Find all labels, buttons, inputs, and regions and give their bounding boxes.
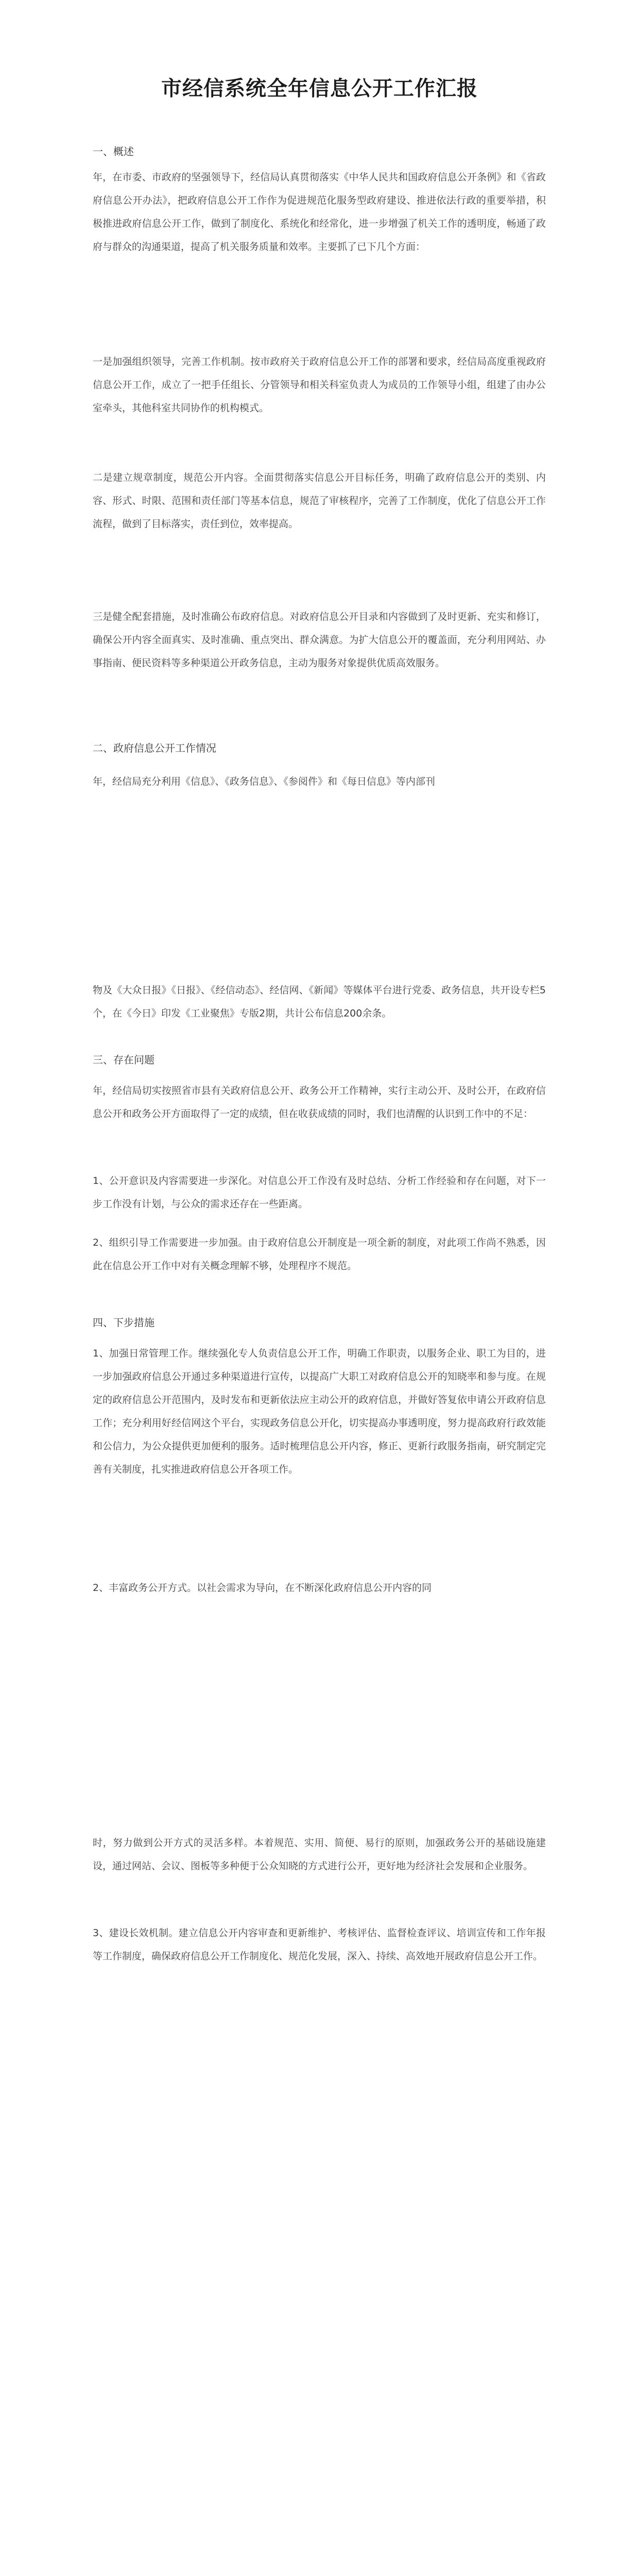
paragraph: 时，努力做到公开方式的灵活多样。本着规范、实用、简便、易行的原则，加强政务公开的基础设施建设，通过网站、会议、图板等多种便于公众知晓的方式进行公开，更好地为经济社会发展和企业服务。 (93, 1837, 546, 1872)
section-heading-status: 二、政府信息公开工作情况 (93, 742, 216, 754)
paragraph: 2、组织引导工作需要进一步加强。由于政府信息公开制度是一项全新的制度，对此项工作尚不熟悉，因此在信息公开工作中对有关概念理解不够，处理程序不规范。 (93, 1237, 546, 1272)
paragraph: 年，在市委、市政府的坚强领导下，经信局认真贯彻落实《中华人民共和国政府信息公开条例》和《省政府信息公开办法》，把政府信息公开工作作为促进规范化服务型政府建设、推进依法行政的重要举措，积极推进政府信息公开工作，做到了制度化、系统化和经常化，进一步增强了机关工作的透明度，畅通了政府与群众的沟通渠道，提高了机关服务质量和效率。主要抓了已下几个方面： (93, 172, 546, 252)
paragraph: 二是建立规章制度，规范公开内容。全面贯彻落实信息公开目标任务，明确了政府信息公开的类别、内容、形式、时限、范围和责任部门等基本信息，规范了审核程序，完善了工作制度，优化了信息公开工作流程，做到了目标落实，责任到位，效率提高。 (93, 472, 546, 530)
paragraph: 1、加强日常管理工作。继续强化专人负责信息公开工作，明确工作职责，以服务企业、职工为目的，进一步加强政府信息公开通过多种渠道进行宣传，以提高广大职工对政府信息公开的知晓率和参与度。在规定的政府信息公开范围内，及时发布和更新依法应主动公开的政府信息，并做好答复依申请公开政府信息工作；充分利用好经信网这个平台，实现政务信息公开化，切实提高办事透明度，努力提高政府行政效能和公信力，为公众提供更加便利的服务。适时梳理信息公开内容，修正、更新行政服务指南，研究制定完善有关制度，扎实推进政府信息公开各项工作。 (93, 1348, 546, 1475)
document-title: 市经信系统全年信息公开工作汇报 (161, 76, 478, 100)
paragraph: 三是健全配套措施，及时准确公布政府信息。对政府信息公开目录和内容做到了及时更新、充实和修订，确保公开内容全面真实、及时准确、重点突出、群众满意。为扩大信息公开的覆盖面，充分利用网站、办事指南、便民资料等多种渠道公开政务信息，主动为服务对象提供优质高效服务。 (93, 611, 546, 669)
section-heading-next-steps: 四、下步措施 (93, 1316, 154, 1329)
paragraph: 1、公开意识及内容需要进一步深化。对信息公开工作没有及时总结、分析工作经验和存在问题，对下一步工作没有计划，与公众的需求还存在一些距离。 (93, 1175, 546, 1210)
paragraph: 年，经信局充分利用《信息》、《政务信息》、《参阅件》和《每日信息》等内部刊 (93, 776, 436, 787)
paragraph: 3、建设长效机制。建立信息公开内容审查和更新维护、考核评估、监督检查评议、培训宣传和工作年报等工作制度，确保政府信息公开工作制度化、规范化发展，深入、持续、高效地开展政府信息公开工作。 (93, 1927, 546, 1962)
section-heading-problems: 三、存在问题 (93, 1054, 154, 1066)
paragraph: 物及《大众日报》《日报》、《经信动态》、经信网、《新闻》等媒体平台进行党委、政务信息，共开设专栏5个，在《今日》印发《工业聚焦》专版2期，共计公布信息200余条。 (93, 985, 546, 1019)
paragraph: 一是加强组织领导，完善工作机制。按市政府关于政府信息公开工作的部署和要求，经信局高度重视政府信息公开工作，成立了一把手任组长、分管领导和相关科室负责人为成员的工作领导小组，组建了由办公室牵头，其他科室共同协作的机构模式。 (93, 356, 546, 414)
paragraph: 2、丰富政务公开方式。以社会需求为导向，在不断深化政府信息公开内容的同 (93, 1582, 432, 1594)
section-heading-overview: 一、概述 (93, 145, 134, 158)
paragraph: 年，经信局切实按照省市县有关政府信息公开、政务公开工作精神，实行主动公开、及时公开，在政府信息公开和政务公开方面取得了一定的成绩，但在收获成绩的同时，我们也清醒的认识到工作中的不足： (93, 1085, 546, 1120)
